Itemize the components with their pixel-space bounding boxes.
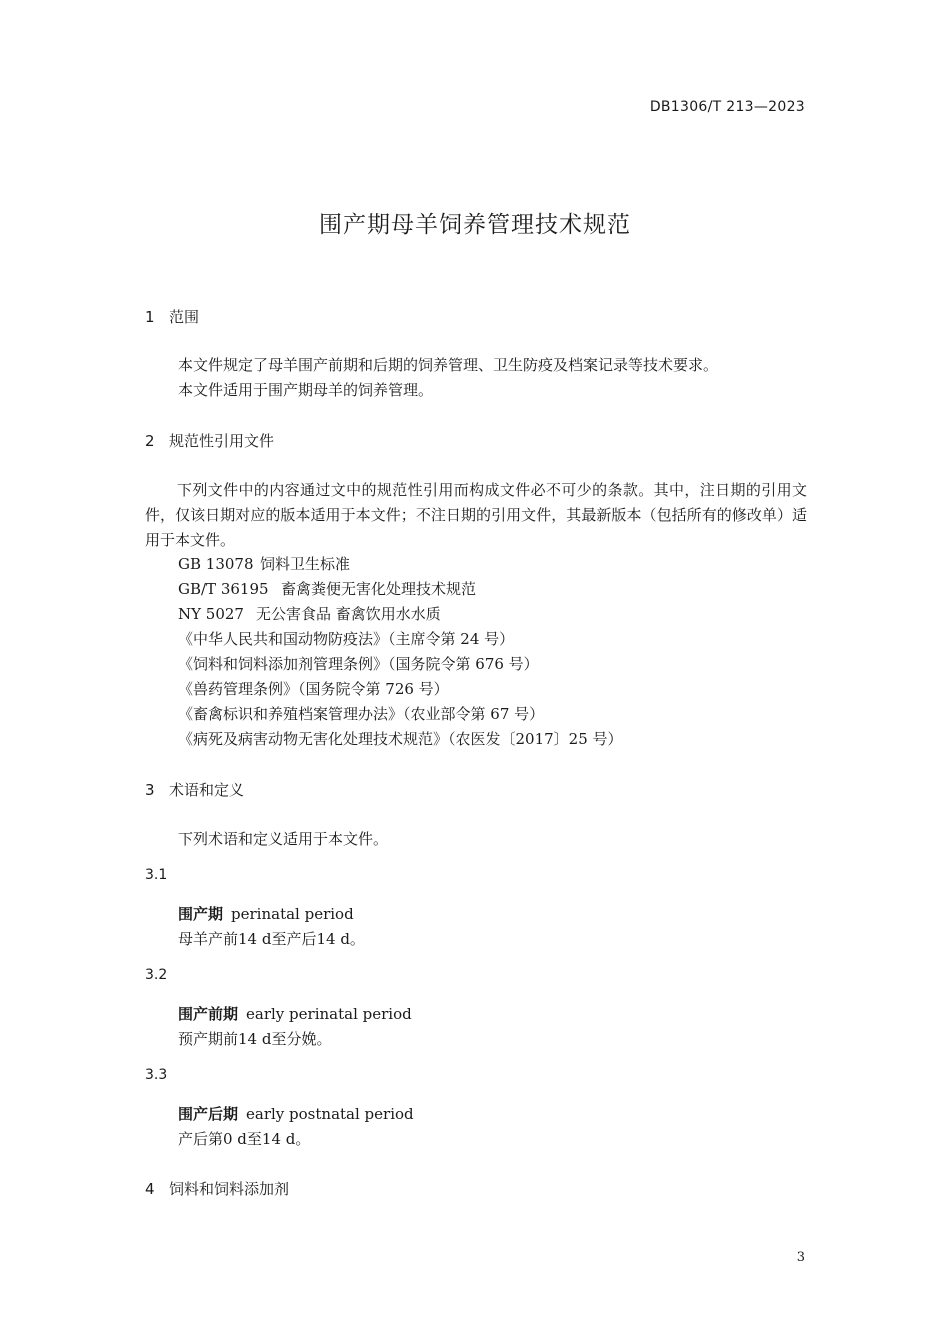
term-entry [178, 1103, 414, 1124]
section-1-para-2: 本文件适用于围产期母羊的饲养管理。 [178, 381, 434, 399]
reference-item [178, 578, 476, 599]
reference-item [178, 703, 544, 724]
reference-name: 《兽药管理条例》（国务院令第 726 号） [178, 680, 449, 698]
section-title: 饲料和饲料添加剂 [169, 1180, 290, 1198]
section-number: 1 [145, 308, 155, 326]
section-2-intro: 下列文件中的内容通过文中的规范性引用而构成文件必不可少的条款。其中，注日期的引用文件，仅该日期对应的版本适用于本文件；不注日期的引用文件，其最新版本（包括所有的修改单）适用于本文件。 [145, 481, 807, 549]
term-definition: 产后第0 d至14 d。 [178, 1130, 311, 1148]
reference-item [178, 553, 350, 574]
section-number: 2 [145, 432, 155, 450]
term-english: early postnatal period [246, 1105, 414, 1123]
reference-item [178, 603, 441, 624]
term-number: 3.3 [145, 1067, 168, 1083]
reference-code: NY 5027 [178, 605, 244, 623]
section-3-heading [145, 779, 244, 800]
term-english: perinatal period [231, 905, 354, 923]
term-english: early perinatal period [246, 1005, 412, 1023]
section-2-heading [145, 430, 274, 451]
term-entry [178, 1003, 412, 1024]
reference-item [178, 653, 539, 674]
term-definition: 预产期前14 d至分娩。 [178, 1030, 332, 1048]
term-number: 3.2 [145, 967, 168, 983]
section-4-heading [145, 1178, 289, 1199]
page-number: 3 [796, 1250, 805, 1265]
reference-name: 《畜禽标识和养殖档案管理办法》（农业部令第 67 号） [178, 705, 545, 723]
section-number: 4 [145, 1180, 155, 1198]
section-title: 范围 [169, 308, 200, 326]
term-definition: 母羊产前14 d至产后14 d。 [178, 930, 365, 948]
reference-code: GB/T 36195 [178, 580, 269, 598]
reference-name: 《饲料和饲料添加剂管理条例》（国务院令第 676 号） [178, 655, 539, 673]
reference-name: 《中华人民共和国动物防疫法》（主席令第 24 号） [178, 630, 515, 648]
term-number: 3.1 [145, 867, 168, 883]
section-number: 3 [145, 781, 155, 799]
section-3-intro: 下列术语和定义适用于本文件。 [178, 830, 389, 848]
term-name: 围产期 [178, 905, 224, 923]
document-code: DB1306/T 213—2023 [649, 99, 805, 115]
reference-item [178, 628, 514, 649]
reference-name: 无公害食品 畜禽饮用水水质 [256, 605, 441, 623]
section-title: 规范性引用文件 [169, 432, 275, 450]
reference-item [178, 678, 449, 699]
section-title: 术语和定义 [169, 781, 245, 799]
section-1-heading [145, 306, 199, 327]
term-entry [178, 903, 354, 924]
document-title: 围产期母羊饲养管理技术规范 [319, 212, 631, 238]
reference-item [178, 728, 623, 749]
section-1-para-1: 本文件规定了母羊围产前期和后期的饲养管理、卫生防疫及档案记录等技术要求。 [178, 356, 719, 374]
reference-code: GB 13078 [178, 555, 254, 573]
term-name: 围产前期 [178, 1005, 239, 1023]
reference-name: 畜禽粪便无害化处理技术规范 [281, 580, 477, 598]
reference-name: 饲料卫生标准 [260, 555, 351, 573]
reference-name: 《病死及病害动物无害化处理技术规范》（农医发〔2017〕25 号） [178, 730, 623, 748]
term-name: 围产后期 [178, 1105, 239, 1123]
